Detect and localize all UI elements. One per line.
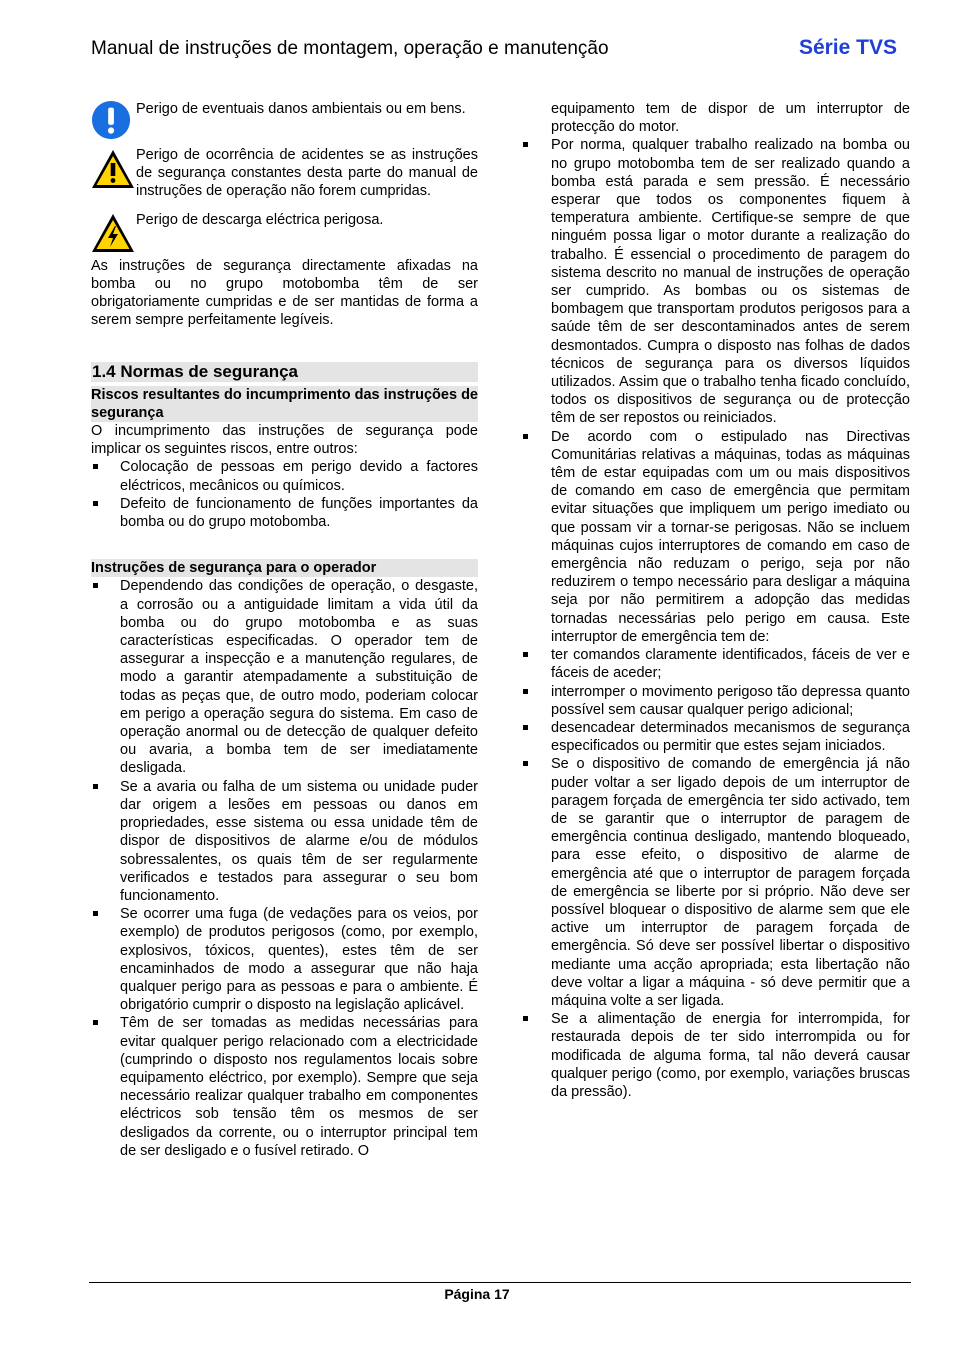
document-title: Manual de instruções de montagem, operação e manutenção [91, 38, 609, 59]
section-heading: 1.4 Normas de segurança [91, 362, 478, 381]
warning-electric [91, 211, 478, 247]
list-item: Se ocorrer uma fuga (de vedações para os veios, por exemplo) de produtos perigosos (como, por exemplo, explosivos, tóxicos, quentes), estes têm de ser encaminhados de modo a assegurar que não haja qualquer perigo para as pessoas e para o ambiente. É obrigatório cumprir o disposto na legislação aplicável. [91, 905, 478, 1014]
risks-intro: O incumprimento das instruções de segurança pode implicar os seguintes riscos, entre outros: [91, 423, 478, 458]
exclamation-circle-icon [91, 100, 133, 142]
list-item: Por norma, qualquer trabalho realizado na bomba ou no grupo motobomba tem de ser realizado quando a bomba está parada e sem pressão. É necessário esperar que todos os componentes fiquem à temperatura ambiente. Certifique-se sempre de que ninguém possa ligar o motor durante a realização do trabalho. É essencial o procedimento de paragem do sistema descrito no manual de instruções de operação ser cumprido. As bombas ou os sistemas de bombagem que transportam produtos perigosos para a saúde têm de ser descontaminados antes de serem desmontados. Cumpra o disposto nas folhas de dados técnicos de segurança para os diversos líquidos utilizados. Assim que o trabalho tenha ficado concluído, todos os dispositivos de segurança ou de protecção têm de ser repostos ou reiniciados. [521, 136, 910, 427]
series-label: Série TVS [798, 36, 897, 59]
list-item: interromper o movimento perigoso tão depressa quanto possível sem causar qualquer perigo adicional; [521, 683, 910, 719]
right-column [521, 100, 910, 1101]
intro-paragraph: As instruções de segurança directamente afixadas na bomba ou no grupo motobomba têm de ser obrigatoriamente cumpridas e de ser mantidas de forma a serem sempre perfeitamente legíveis. [91, 257, 478, 329]
operator-heading: Instruções de segurança para o operador [91, 559, 478, 577]
list-item: Têm de ser tomadas as medidas necessárias para evitar qualquer perigo relacionado com a electricidade (cumprindo o disposto nos regulamentos locais sobre equipamento eléctrico, por exemplo). Sempre que seja necessário realizar qualquer trabalho em componentes eléctricos sob tensão têm os mesmos de ser desligados da corrente, ou o interruptor principal tem de ser desligado e o fusível retirado. O [91, 1014, 478, 1160]
left-column [91, 100, 478, 1160]
list-item: Se o dispositivo de comando de emergência já não puder voltar a ser ligado depois de um interruptor de paragem forçada de emergência ter sido activado, tem de se garantir que o interruptor de paragem de emergência continua desligado, mantendo bloqueado, para esse efeito, o dispositivo de alarme de emergência até que o interruptor de paragem forçada de emergência se liberte por si próprio. Não deve ser possível bloquear o dispositivo de alarme sem que ele active um interruptor de paragem forçada de emergência. Só deve ser possível libertar o dispositivo mediante uma acção apropriada; esta libertação não deve voltar a ligar a máquina - só deve permitir que a máquina volte a ser ligada. [521, 755, 910, 1010]
warning-text: Perigo de eventuais danos ambientais ou em bens. [136, 101, 466, 117]
list-item: Defeito de funcionamento de funções importantes da bomba ou do grupo motobomba. [91, 495, 478, 531]
footer-divider [89, 1282, 911, 1283]
operator-list [91, 577, 478, 1160]
warning-text: Perigo de descarga eléctrica perigosa. [136, 211, 384, 228]
list-item: ter comandos claramente identificados, fáceis de ver e fáceis de aceder; [521, 646, 910, 682]
warning-text: Perigo de ocorrência de acidentes se as instruções de segurança constantes desta parte do manual de instruções de operação não forem cumpridas. [136, 147, 478, 200]
continuation-text: equipamento tem de dispor de um interruptor de protecção do motor. [551, 101, 910, 136]
electric-shock-icon [91, 212, 135, 256]
right-list [521, 136, 910, 1101]
list-item: Se a alimentação de energia for interrompida, for restaurada depois de ter sido interrompida ou for modificada de alguma forma, tal não deverá causar qualquer perigo (como, por exemplo, variações bruscas da pressão). [521, 1010, 910, 1101]
risks-heading: Riscos resultantes do incumprimento das instruções de segurança [91, 386, 478, 421]
warning-accident [91, 146, 478, 201]
page-number: Página 17 [444, 1286, 510, 1302]
list-item: desencadear determinados mecanismos de segurança especificados ou permitir que estes sejam iniciados. [521, 719, 910, 755]
list-item: Se a avaria ou falha de um sistema ou unidade puder dar origem a lesões em pessoas ou danos em propriedades, esse sistema ou essa unidade têm de dispor de dispositivos de alarme e/ou de módulos sobressalentes, os quais têm de ser regularmente verificados e testados para assegurar o seu bom funcionamento. [91, 778, 478, 905]
risks-list [91, 458, 478, 531]
warning-environment [91, 100, 478, 136]
warning-triangle-icon [91, 148, 135, 192]
list-item: Colocação de pessoas em perigo devido a factores eléctricos, mecânicos ou químicos. [91, 458, 478, 494]
list-item: De acordo com o estipulado nas Directivas Comunitárias relativas a máquinas, todas as máquinas têm de estar equipadas com um ou mais dispositivos de comando em caso de emergência que permitam evitar situações que impliquem um perigo imediato ou que possam vir a tornar-se perigosas. Não se incluem máquinas cujos interruptores de comando em caso de emergência não reduzam o perigo, seja por não reduzirem o tempo necessário para desligar a máquina seja por não permitirem a adopção das medidas tornadas necessárias pelo perigo em causa. Este interruptor de emergência tem de: [521, 428, 910, 646]
list-item: Dependendo das condições de operação, o desgaste, a corrosão ou a antiguidade limitam a vida útil da bomba ou do grupo motobomba e as suas características especificadas. O operador tem de assegurar a inspecção e a manutenção regulares, de modo a garantir atempadamente a substituição de todas as peças que, de outro modo, poderiam colocar em perigo a operação segura do sistema. Em caso de operação anormal ou de detecção de qualquer defeito ou avaria, a bomba tem de ser imediatamente desligada. [91, 577, 478, 777]
